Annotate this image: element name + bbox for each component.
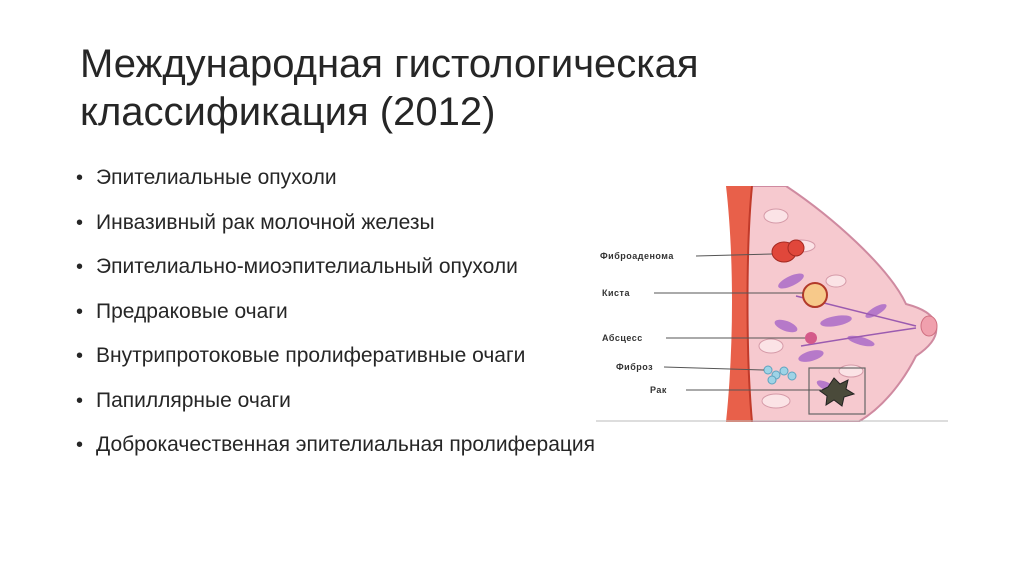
label-cancer: Рак (650, 385, 667, 395)
bullet-list (76, 156, 595, 468)
title-line-1: Международная гистологическая (80, 42, 699, 86)
bullet-text: Эпителиальные опухоли (96, 166, 337, 189)
list-item (76, 379, 595, 424)
fibrosis-dot (780, 367, 788, 375)
nipple (921, 316, 937, 336)
bullet-text: Предраковые очаги (96, 299, 288, 323)
fibrosis-dot (764, 366, 772, 374)
bullet-icon: • (76, 345, 84, 367)
bullet-text: Папиллярные очаги (96, 388, 291, 412)
cyst-shape (803, 283, 827, 307)
bullet-icon: • (76, 167, 84, 189)
bullet-icon: • (76, 434, 84, 456)
list-item (76, 290, 595, 335)
label-fibroadenoma: Фиброаденома (600, 251, 674, 261)
label-abscess: Абсцесс (602, 333, 643, 343)
bullet-icon: • (76, 389, 84, 412)
title-line-2: классификация (2012) (80, 90, 496, 134)
fibrosis-dot (768, 376, 776, 384)
bullet-icon: • (76, 211, 84, 234)
slide-title (80, 40, 980, 136)
fat-lobule (762, 394, 790, 408)
list-item (76, 423, 595, 468)
list-item (76, 245, 595, 290)
fibroadenoma-shape (788, 240, 804, 256)
fibrosis-dot (788, 372, 796, 380)
fat-lobule (826, 275, 846, 287)
bullet-text: Внутрипротоковые пролиферативные очаги (96, 344, 526, 367)
list-item (76, 156, 595, 201)
bullet-text: Инвазивный рак молочной железы (96, 210, 435, 234)
list-item (76, 334, 595, 379)
bullet-icon: • (76, 256, 84, 278)
bullet-icon: • (76, 300, 84, 323)
list-item (76, 201, 595, 246)
bullet-text: Эпителиально-миоэпителиальный опухоли (96, 255, 518, 278)
breast-diagram-illustration (596, 186, 948, 422)
fat-lobule (839, 365, 863, 377)
bullet-text: Доброкачественная эпителиальная пролиферация (96, 433, 596, 456)
label-cyst: Киста (602, 288, 630, 298)
abscess-shape (805, 332, 817, 344)
fat-lobule (759, 339, 783, 353)
breast-diagram (596, 186, 948, 422)
label-fibrosis: Фиброз (616, 362, 654, 372)
fat-lobule (764, 209, 788, 223)
